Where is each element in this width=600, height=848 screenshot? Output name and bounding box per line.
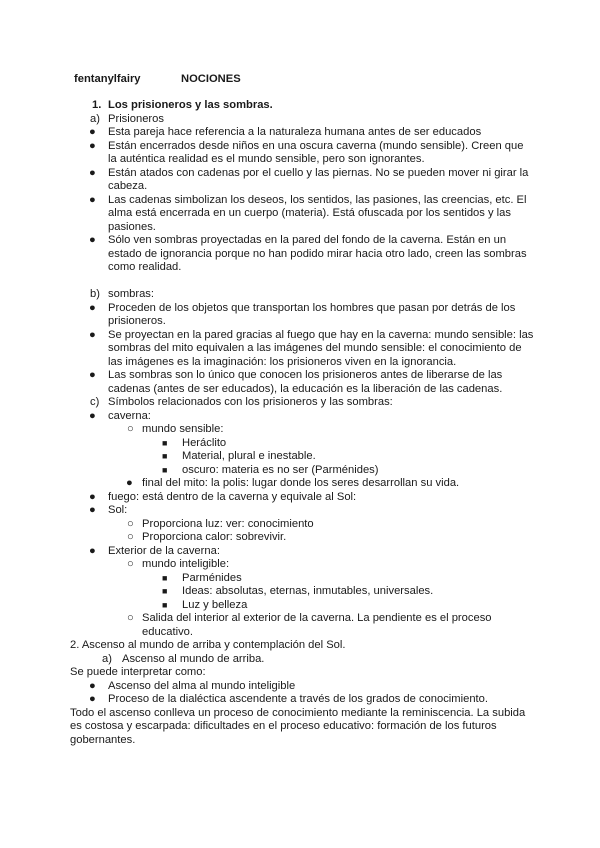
list-item-exterior — [74, 545, 534, 559]
list-item — [74, 585, 534, 599]
list-marker: b) — [90, 288, 100, 300]
document-title: NOCIONES — [181, 73, 241, 85]
list-item-text: Ascenso del alma al mundo inteligible — [108, 679, 296, 692]
list-marker: a) — [102, 652, 112, 665]
list-item-text: Se proyectan en la pared gracias al fuego que hay en la caverna: mundo sensible: las sombras del mito equivalen a las imágenes del mundo sensible: el conocimiento de las imágenes es la imaginación: los prisioneros viven en la ignorancia. — [108, 328, 534, 368]
list-item-text: mundo sensible: — [142, 423, 224, 435]
list-item-text: Material, plural e inestable. — [182, 450, 316, 462]
bullet-icon: ● — [126, 477, 133, 489]
list-item — [74, 140, 534, 167]
list-item — [74, 329, 534, 370]
bullet-icon: ● — [89, 193, 96, 206]
square-bullet-icon: ■ — [162, 586, 168, 596]
bullet-icon: ● — [89, 679, 96, 692]
bullet-icon: ● — [89, 301, 96, 314]
square-bullet-icon: ■ — [162, 464, 168, 475]
bullet-icon: ● — [89, 126, 96, 138]
author-name: fentanylfairy — [74, 73, 141, 85]
list-item — [74, 572, 534, 586]
list-item-text: Esta pareja hace referencia a la naturaleza humana antes de ser educados — [108, 126, 482, 138]
bullet-icon: ● — [89, 409, 96, 422]
list-item-mundo-sensible — [74, 423, 534, 437]
section-2-intro: Se puede interpretar como: — [70, 666, 206, 678]
list-item — [74, 612, 534, 639]
section-2-conclusion: Todo el ascenso conlleva un proceso de conocimiento mediante la reminiscencia. La subida es costosa y escarpada: dificultades en el proceso educativo: formación de los futuros gobernantes. — [70, 706, 526, 746]
list-item-text: Proporciona luz: ver: conocimiento — [142, 517, 314, 530]
square-bullet-icon: ■ — [162, 451, 168, 461]
list-item-text: Parménides — [182, 571, 242, 584]
subsection-b-heading — [74, 288, 534, 302]
bullet-icon: ● — [89, 504, 96, 516]
list-item-text: mundo inteligible: — [142, 558, 230, 570]
bullet-icon: ● — [89, 369, 96, 381]
list-item — [74, 437, 534, 451]
list-item-text: fuego: está dentro de la caverna y equivale al Sol: — [108, 490, 357, 503]
list-item-text: caverna: — [108, 409, 151, 422]
list-item — [74, 369, 534, 396]
square-bullet-icon: ■ — [162, 572, 168, 583]
subsection-c-heading — [74, 396, 534, 410]
list-item-text: Sólo ven sombras proyectadas en la pared del fondo de la caverna. Están en un estado de ignorancia porque no han podido mirar hacia otro lado, creen las sombras como realidad. — [108, 234, 527, 273]
list-item — [74, 194, 534, 235]
list-item-text: Las cadenas simbolizan los deseos, los sentidos, las pasiones, las creencias, etc. El alma está encerrada en un cuerpo (materia). Está ofuscada por los sentidos y las pasiones. — [108, 193, 527, 233]
list-item — [74, 680, 534, 694]
list-item — [74, 167, 534, 194]
hollow-bullet-icon: ○ — [127, 423, 134, 435]
bullet-icon: ● — [89, 693, 96, 705]
bullet-icon: ● — [89, 234, 96, 246]
list-item-text: Las sombras son lo único que conocen los prisioneros antes de liberarse de las cadenas (antes de ser educados), la educación es la liberación de las cadenas. — [108, 369, 503, 395]
list-item — [74, 234, 534, 275]
hollow-bullet-icon: ○ — [127, 558, 134, 570]
list-item-caverna — [74, 410, 534, 424]
list-item-text: Proporciona calor: sobrevivir. — [142, 531, 287, 543]
subsection-label: sombras: — [108, 288, 155, 300]
list-item-text: Salida del interior al exterior de la caverna. La pendiente es el proceso educativo. — [142, 612, 492, 638]
document-body — [70, 99, 534, 747]
hollow-bullet-icon: ○ — [127, 517, 134, 530]
bullet-icon: ● — [89, 166, 96, 179]
list-item — [74, 693, 534, 707]
list-item — [74, 599, 534, 613]
square-bullet-icon: ■ — [162, 437, 168, 448]
section-2-subsection-a — [74, 653, 534, 667]
list-item-text: Están atados con cadenas por el cuello y las piernas. No se pueden mover ni girar la cabeza. — [108, 166, 529, 192]
section-title: Los prisioneros y las sombras. — [108, 99, 273, 111]
list-item-text: oscuro: materia es no ser (Parménides) — [182, 463, 379, 476]
subsection-a-heading — [74, 113, 534, 127]
list-item-text: Luz y belleza — [182, 598, 248, 611]
bullet-icon: ● — [89, 544, 96, 557]
list-item-text: Heráclito — [182, 436, 227, 449]
list-item-text: Ideas: absolutas, eternas, inmutables, universales. — [182, 585, 434, 597]
list-item — [74, 531, 534, 545]
bullet-icon: ● — [89, 490, 96, 503]
list-item-text: final del mito: la polis: lugar donde los seres desarrollan su vida. — [142, 477, 460, 489]
document-header — [74, 73, 241, 87]
list-item-fuego — [74, 491, 534, 505]
list-marker: a) — [90, 112, 100, 125]
section-2-heading: 2. Ascenso al mundo de arriba y contemplación del Sol. — [70, 639, 346, 651]
subsection-label: Símbolos relacionados con los prisioneros y las sombras: — [108, 396, 393, 408]
list-item-text: Proceso de la dialéctica ascendente a través de los grados de conocimiento. — [108, 693, 488, 705]
spacer — [74, 275, 534, 289]
hollow-bullet-icon: ○ — [127, 612, 134, 624]
square-bullet-icon: ■ — [162, 599, 168, 610]
list-item-mundo-inteligible — [74, 558, 534, 572]
list-item-text: Sol: — [108, 504, 128, 516]
list-marker: c) — [90, 396, 100, 408]
list-item — [74, 126, 534, 140]
list-item — [74, 518, 534, 532]
list-item-sol — [74, 504, 534, 518]
bullet-icon: ● — [89, 328, 96, 341]
section-1-heading — [74, 99, 534, 113]
hollow-bullet-icon: ○ — [127, 531, 134, 543]
section-number: 1. — [92, 99, 102, 111]
list-item-text: Están encerrados desde niños en una oscura caverna (mundo sensible). Creen que la auténtica realidad es el mundo sensible, pero son ignorantes. — [108, 139, 524, 165]
list-item — [74, 450, 534, 464]
list-item — [74, 302, 534, 329]
subsection-label: Ascenso al mundo de arriba. — [122, 652, 265, 665]
bullet-icon: ● — [89, 139, 96, 152]
list-item — [74, 464, 534, 478]
list-item — [74, 477, 534, 491]
subsection-label: Prisioneros — [108, 112, 164, 125]
list-item-text: Proceden de los objetos que transportan los hombres que pasan por detrás de los prisioneros. — [108, 301, 516, 327]
list-item-text: Exterior de la caverna: — [108, 544, 220, 557]
